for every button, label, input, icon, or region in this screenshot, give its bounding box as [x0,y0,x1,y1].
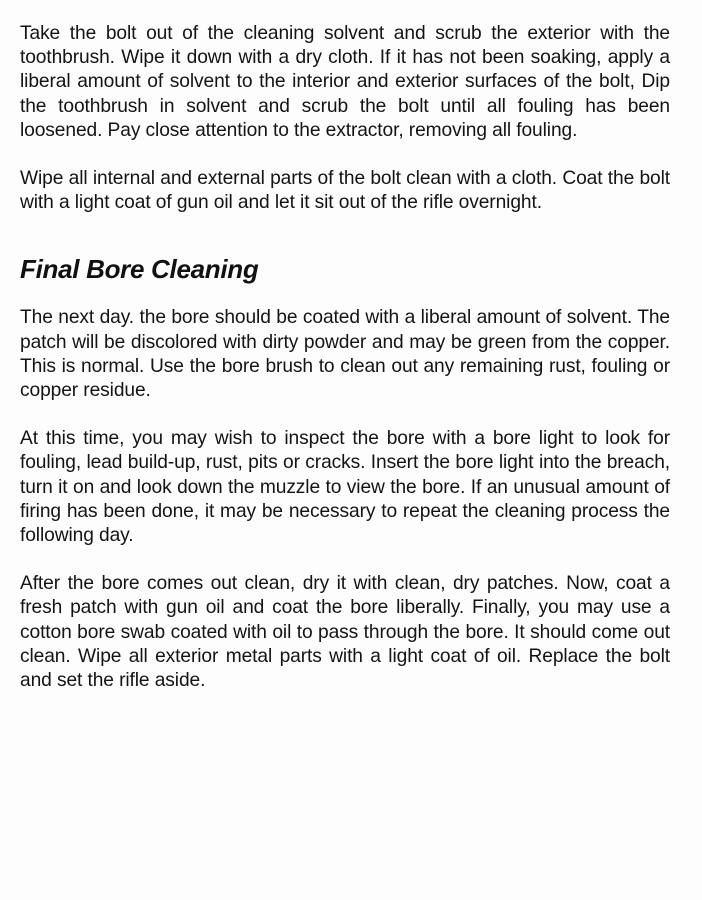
section-gap [20,215,670,247]
final-bore-cleaning-heading: Final Bore Cleaning [20,254,259,285]
paragraph-gap [20,143,670,167]
paragraph-gap [20,548,670,572]
heading-gap [20,291,670,306]
bolt-oil-paragraph: Wipe all internal and external parts of the bolt clean with a cloth. Coat the bolt with a light coat of gun oil and let it sit out of the rifle overnight. [20,168,670,214]
bolt-scrub-paragraph: Take the bolt out of the cleaning solvent and scrub the exterior with the toothbrush. Wipe it down with a dry cloth. If it has not been soaking, apply a liberal amount of solvent to the interior and exterior surfaces of the bolt, Dip the toothbrush in solvent and scrub the bolt until all fouling has been loosened. Pay close attention to the extractor, removing all fouling. [20,23,670,141]
next-day-paragraph: The next day. the bore should be coated with a liberal amount of solvent. The patch will be discolored with dirty powder and may be green from the copper. This is normal. Use the bore brush to clean out any remaining rust, fouling or copper residue. [20,307,670,402]
paragraph-gap [20,403,670,427]
inspect-bore-paragraph: At this time, you may wish to inspect the bore with a bore light to look for fouling, lead build-up, rust, pits or cracks. Insert the bore light into the breach, turn it on and look down the muzzle to view the bore. If an unusual amount of firing has been done, it may be necessary to repeat the cleaning process the following day. [20,428,670,547]
dry-and-oil-paragraph: After the bore comes out clean, dry it with clean, dry patches. Now, coat a fresh patch with gun oil and coat the bore liberally. Finally, you may use a cotton bore swab coated with oil to pass through the bore. It should come out clean. Wipe all exterior metal parts with a light coat of oil. Replace the bolt and set the rifle aside. [20,573,670,692]
